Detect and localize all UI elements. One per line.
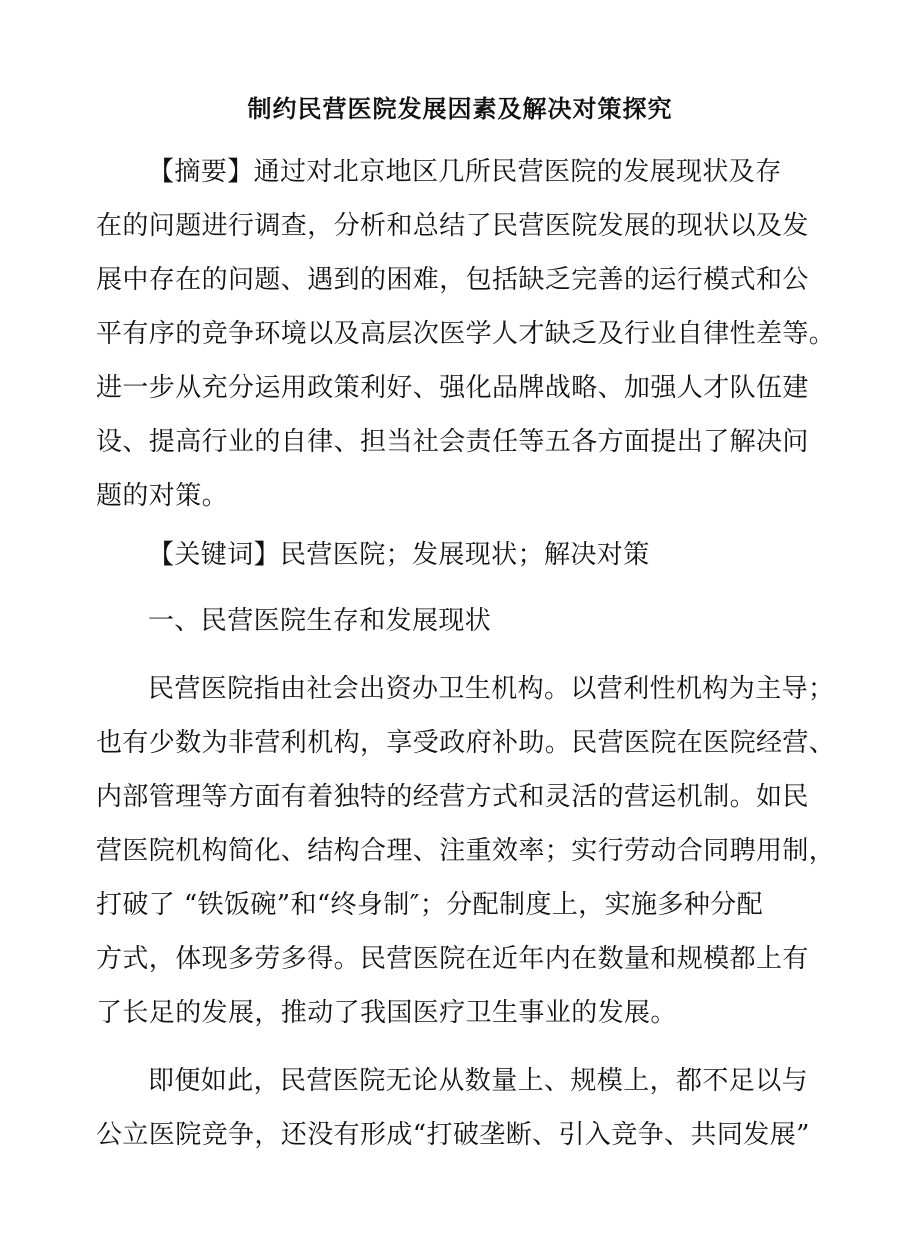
abstract-line: 题的对策。: [96, 481, 229, 511]
paragraph-line: 营医院机构简化、结构合理、注重效率；实行劳动合同聘用制，: [96, 836, 836, 866]
abstract-line: 设、提高行业的自律、担当社会责任等五各方面提出了解决问: [96, 427, 809, 457]
paragraph-line: 民营医院指由社会出资办卫生机构。以营利性机构为主导；: [148, 674, 835, 704]
abstract-line: 展中存在的问题、遇到的困难，包括缺乏完善的运行模式和公: [96, 265, 809, 295]
abstract-line: 在的问题进行调查，分析和总结了民营医院发展的现状以及发: [96, 211, 809, 241]
paragraph-line: 打破了 “铁饭碗”和“终身制″；分配制度上，实施多种分配: [96, 890, 764, 920]
paragraph-line: 公立医院竞争，还没有形成“打破垄断、引入竞争、共同发展”: [96, 1120, 810, 1150]
paragraph-line: 也有少数为非营利机构，享受政府补助。民营医院在医院经营、: [96, 728, 836, 758]
document-title: 制约民营医院发展因素及解决对策探究: [247, 95, 673, 123]
abstract-line: 【摘要】通过对北京地区几所民营医院的发展现状及存: [148, 157, 782, 187]
paragraph-line: 内部管理等方面有着独特的经营方式和灵活的营运机制。如民: [96, 782, 809, 812]
paragraph-line: 方式，体现多劳多得。民营医院在近年内在数量和规模都上有: [96, 944, 809, 974]
abstract-line: 进一步从充分运用政策利好、强化品牌战略、加强人才队伍建: [96, 373, 809, 403]
section-heading: 一、民营医院生存和发展现状: [148, 606, 492, 636]
paragraph-line: 了长足的发展，推动了我国医疗卫生事业的发展。: [96, 998, 677, 1028]
keywords: 【关键词】民营医院；发展现状；解决对策: [148, 540, 650, 570]
abstract-line: 平有序的竞争环境以及高层次医学人才缺乏及行业自律性差等。: [96, 319, 836, 349]
paragraph-line: 即便如此，民营医院无论从数量上、规模上，都不足以与: [148, 1066, 809, 1096]
